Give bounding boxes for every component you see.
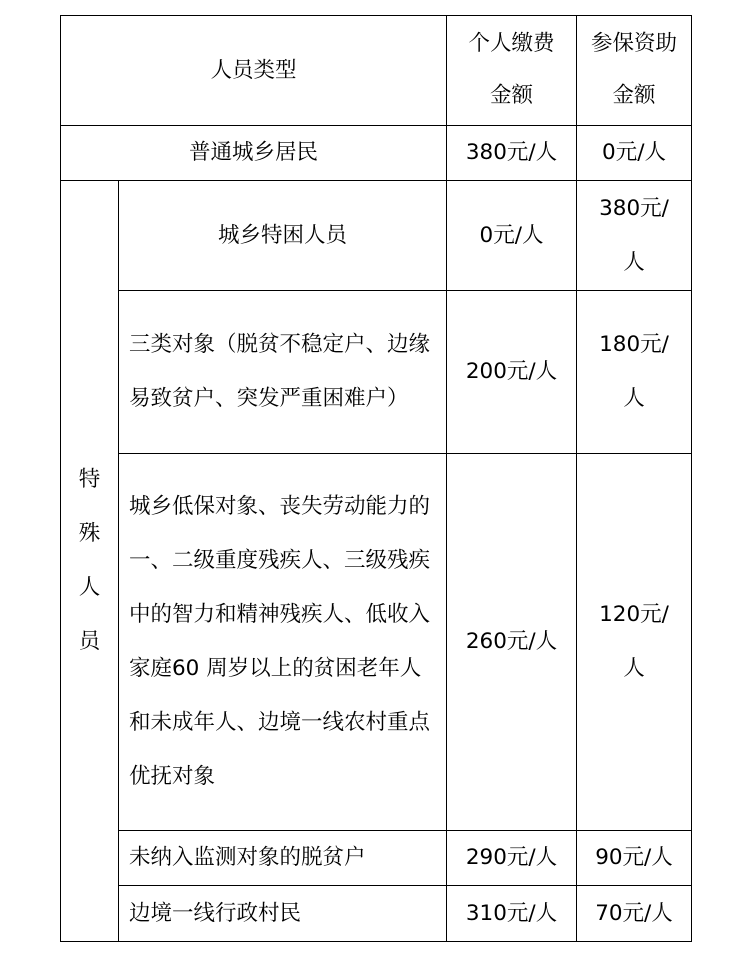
type-cell: 未纳入监测对象的脱贫户	[119, 831, 447, 886]
fee-cell: 380元/人	[447, 126, 577, 181]
fee-cell: 260元/人	[447, 454, 577, 831]
special-group-cell: 特殊人员	[61, 181, 119, 942]
table-row	[61, 291, 692, 454]
header-personal-fee: 个人缴费金额	[447, 16, 577, 126]
fee-cell: 200元/人	[447, 291, 577, 454]
type-cell: 三类对象（脱贫不稳定户、边缘易致贫户、突发严重困难户）	[119, 291, 447, 454]
subsidy-cell: 70元/人	[577, 886, 692, 942]
type-cell: 城乡特困人员	[119, 181, 447, 291]
subsidy-cell: 0元/人	[577, 126, 692, 181]
subsidy-cell: 180元/人	[577, 291, 692, 454]
header-person-type: 人员类型	[61, 16, 447, 126]
header-subsidy: 参保资助金额	[577, 16, 692, 126]
type-cell: 城乡低保对象、丧失劳动能力的一、二级重度残疾人、三级残疾中的智力和精神残疾人、低收入家庭60 周岁以上的贫困老年人和未成年人、边境一线农村重点优抚对象	[119, 454, 447, 831]
fee-cell: 310元/人	[447, 886, 577, 942]
subsidy-cell: 120元/人	[577, 454, 692, 831]
table-row	[61, 454, 692, 831]
fee-cell: 290元/人	[447, 831, 577, 886]
table-row	[61, 831, 692, 886]
table-row	[61, 886, 692, 942]
subsidy-cell: 380元/人	[577, 181, 692, 291]
insurance-fee-table	[60, 15, 692, 942]
subsidy-cell: 90元/人	[577, 831, 692, 886]
header-row	[61, 16, 692, 126]
type-cell: 边境一线行政村民	[119, 886, 447, 942]
table-row	[61, 181, 692, 291]
type-cell: 普通城乡居民	[61, 126, 447, 181]
table-row	[61, 126, 692, 181]
fee-cell: 0元/人	[447, 181, 577, 291]
